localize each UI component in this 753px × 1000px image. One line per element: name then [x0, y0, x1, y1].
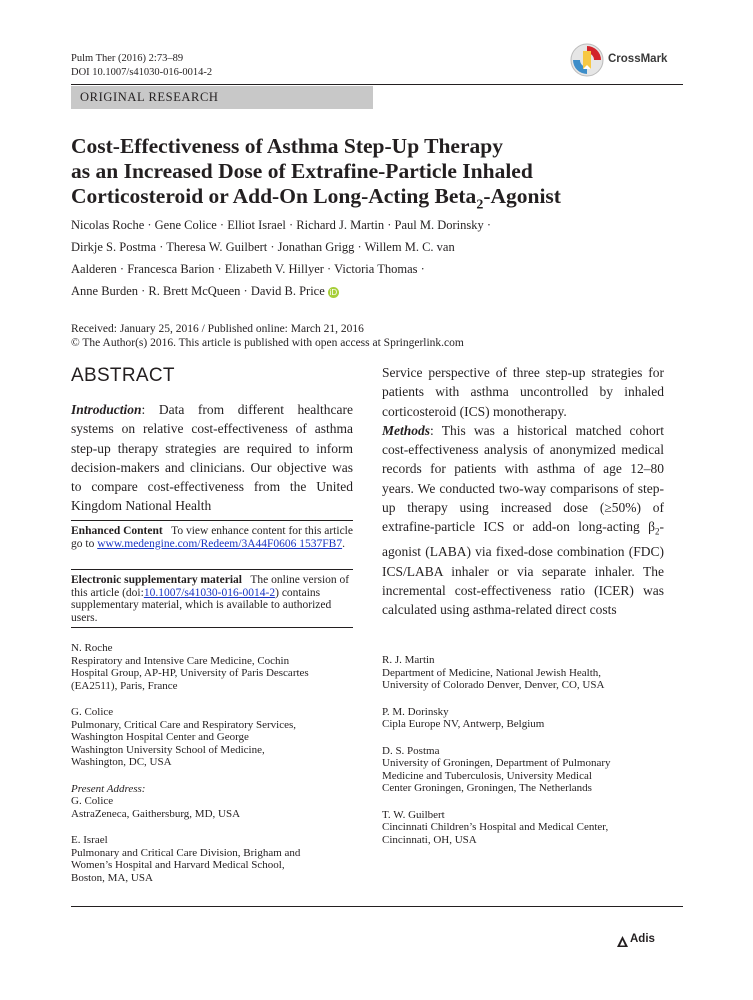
affiliation: G. Colice Pulmonary, Critical Care and Respiratory Services, Washington Hospital Center and George Washington University School of Medicine, Washington, DC, USA	[71, 706, 297, 768]
publisher-logo-text: Adis	[630, 933, 655, 945]
affiliation: R. J. Martin Department of Medicine, National Jewish Health, University of Colorado Denver, Denver, CO, USA	[382, 654, 605, 691]
affiliation: D. S. Postma University of Groningen, Department of Pulmonary Medicine and Tuberculosis, University Medical Center Groningen, Groningen, The Netherlands	[382, 744, 611, 794]
affiliation: N. Roche Respiratory and Intensive Care Medicine, Cochin Hospital Group, AP-HP, University of Paris Descartes (EA2511), Paris, France	[71, 642, 309, 692]
doi-link[interactable]: 10.1007/s41030-016-0014-2	[143, 586, 276, 599]
abstract-introduction: Introduction: Data from different healthcare systems on relative cost-effectiveness of asthma step-up therapy strategies are required to inform decision-makers and clinicians. Our objective was to compare cost-effectiveness from the United Kingdom National Health	[71, 402, 353, 514]
crossmark-label[interactable]: CrossMark	[608, 53, 668, 65]
affiliation: Present Address: G. Colice AstraZeneca, Gaithersburg, MD, USA	[71, 782, 241, 820]
section-banner	[71, 86, 373, 109]
enhanced-content-link[interactable]: www.medengine.com/Redeem/3A44F0606 1537FB7	[97, 537, 343, 550]
affiliations-right	[382, 654, 672, 846]
note-divider	[71, 569, 353, 570]
orcid-icon[interactable]: iD	[329, 288, 338, 297]
footer-rule	[71, 906, 683, 907]
section-label: ORIGINAL RESEARCH	[80, 90, 219, 104]
note-divider	[71, 627, 353, 628]
abstract-methods: Service perspective of three step-up strategies for patients with asthma uncontrolled by inhaled corticosteroid (ICS) monotherapy. Methods: This was a historical matched cohort cost-effectiveness analysis of anonymized medical records for patients with asthma of age 12–80 years. We conducted two-way comparisons of step-up therapy using increased dose (≥50%) of extrafine-particle ICS or add-on long-acting $\beta_2$-agonist (LABA) via fixed-dose combination (FDC) ICS/LABA inhaler or via separate inhaler. The incremental cost-effectiveness ratio (ICER) was calculated using asthma-related direct costs	[382, 365, 664, 618]
enhanced-content-note: Enhanced Content To view enhance content for this article go to www.medengine.com/Redeem/3A44F0606 1537FB7.	[71, 525, 353, 550]
journal-citation: Pulm Ther (2016) 2:73–89	[71, 53, 184, 64]
affiliation: E. Israel Pulmonary and Critical Care Division, Brigham and Women’s Hospital and Harvard Medical School, Boston, MA, USA	[71, 834, 301, 884]
author-line: Anne Burden · R. Brett McQueen · David B. Price iD	[71, 284, 338, 298]
affiliation: P. M. Dorinsky Cipla Europe NV, Antwerp, Belgium	[382, 705, 545, 730]
crossmark-icon[interactable]	[570, 43, 604, 77]
affiliations-left	[71, 642, 361, 884]
doi: DOI 10.1007/s41030-016-0014-2	[71, 67, 213, 78]
abstract-heading: ABSTRACT	[71, 365, 175, 386]
supplementary-note: Electronic supplementary material The online version of this article (doi:10.1007/s41030-016-0014-2) contains supplementary material, which is available to authorized users.	[71, 574, 350, 624]
author-line: Dirkje S. Postma · Theresa W. Guilbert · Jonathan Grigg · Willem M. C. van	[71, 240, 455, 254]
author-line: Aalderen · Francesca Barion · Elizabeth V. Hillyer · Victoria Thomas ·	[71, 262, 425, 276]
affiliation: T. W. Guilbert Cincinnati Children’s Hospital and Medical Center, Cincinnati, OH, USA	[382, 808, 609, 846]
header-rule	[71, 84, 683, 85]
article-title: Cost-Effectiveness of Asthma Step-Up Therapy as an Increased Dose of Extrafine-Particle Inhaled Corticosteroid or Add-On Long-Acting Beta$_2$-Agonist	[71, 134, 561, 213]
publication-dates: Received: January 25, 2016 / Published online: March 21, 2016 © The Author(s) 2016. This article is published with open access at Springerlink.com	[71, 323, 464, 349]
author-list	[71, 214, 541, 302]
author-line: Nicolas Roche · Gene Colice · Elliot Israel · Richard J. Martin · Paul M. Dorinsky ·	[71, 218, 492, 232]
note-divider	[71, 520, 353, 521]
adis-triangle-icon	[617, 934, 628, 952]
